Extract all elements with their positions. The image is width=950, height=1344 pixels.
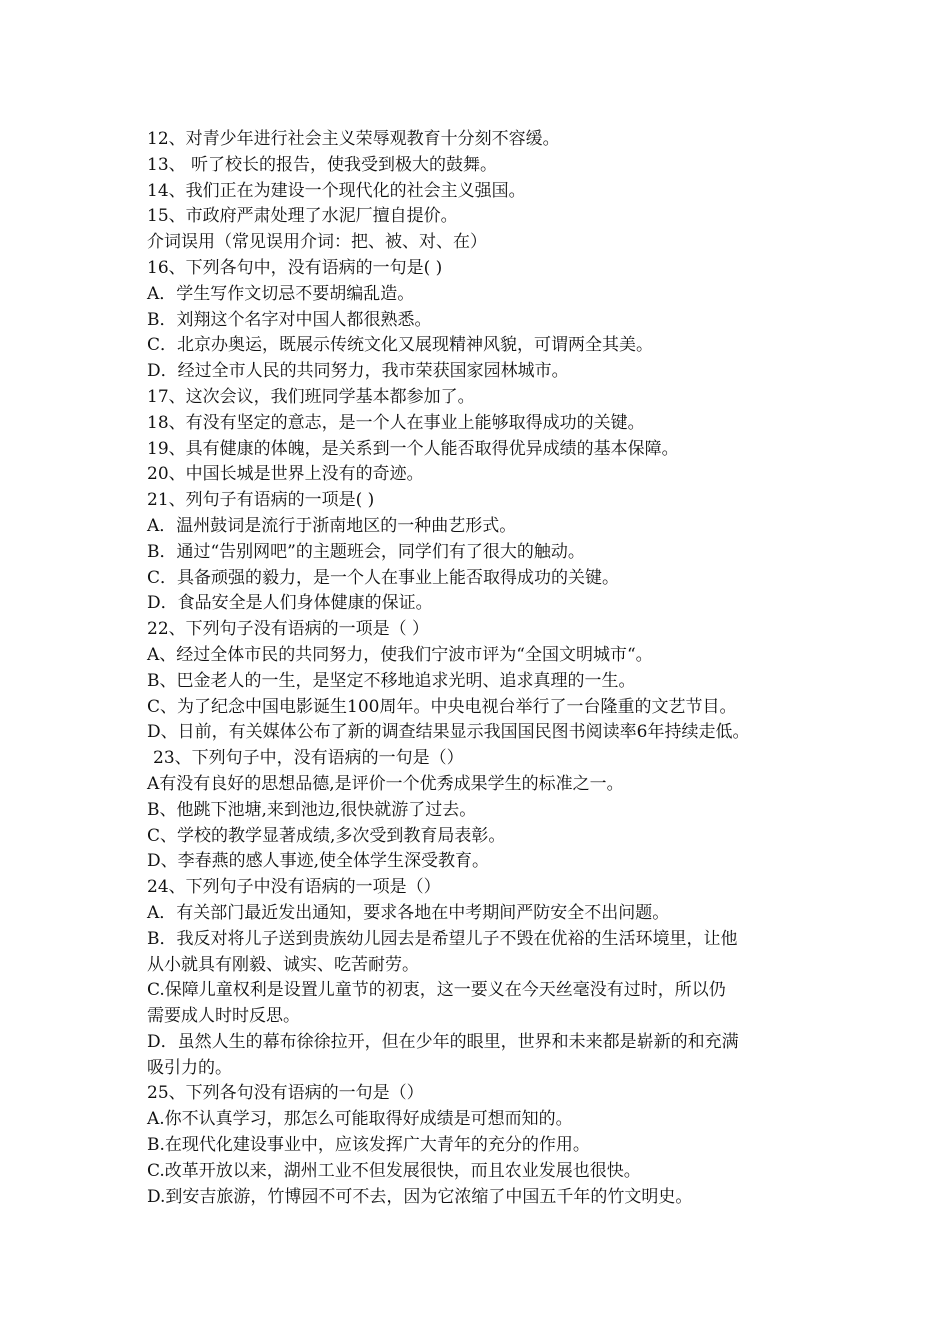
text-line: A．有关部门最近发出通知，要求各地在中考期间严防安全不出问题。 — [147, 902, 670, 923]
text-line: 从小就具有刚毅、诚实、吃苦耐劳。 — [147, 954, 419, 975]
text-line: B、巴金老人的一生，是坚定不移地追求光明、追求真理的一生。 — [147, 670, 636, 691]
text-line: C.保障儿童权利是设置儿童节的初衷，这一要义在今天丝毫没有过时，所以仍 — [147, 980, 726, 1001]
text-line: C．具备顽强的毅力，是一个人在事业上能否取得成功的关键。 — [147, 567, 620, 588]
text-line: A、经过全体市民的共同努力，使我们宁波市评为“全国文明城市“。 — [147, 644, 653, 665]
text-line: A．温州鼓词是流行于浙南地区的一种曲艺形式。 — [147, 515, 517, 536]
text-line: 14、我们正在为建设一个现代化的社会主义强国。 — [147, 180, 526, 201]
text-line: C、为了纪念中国电影诞生100周年。中央电视台举行了一台隆重的文艺节目。 — [147, 696, 737, 717]
text-line: A有没有良好的思想品德,是评价一个优秀成果学生的标准之一。 — [147, 773, 624, 794]
text-line: D．食品安全是人们身体健康的保证。 — [147, 593, 433, 614]
text-line: 20、中国长城是世界上没有的奇迹。 — [147, 464, 424, 485]
document-page — [147, 127, 827, 1210]
text-line: 13、 听了校长的报告，使我受到极大的鼓舞。 — [147, 154, 498, 175]
text-line: 25、下列各句没有语病的一句是（） — [147, 1083, 424, 1104]
text-line: D、日前，有关媒体公布了新的调查结果显示我国国民图书阅读率6年持续走低。 — [147, 722, 750, 743]
text-line: 介词误用（常见误用介词：把、被、对、在） — [147, 232, 487, 253]
text-line: B．刘翔这个名字对中国人都很熟悉。 — [147, 309, 432, 330]
text-line: C、学校的教学显著成绩,多次受到教育局表彰。 — [147, 825, 506, 846]
text-line: D．经过全市人民的共同努力，我市荣获国家园林城市。 — [147, 361, 569, 382]
text-line: 需要成人时时反思。 — [147, 1006, 300, 1027]
text-line: B．我反对将儿子送到贵族幼儿园去是希望儿子不毁在优裕的生活环境里，让他 — [147, 928, 738, 949]
text-line: 吸引力的。 — [147, 1057, 232, 1078]
text-line: 21、列句子有语病的一项是( ) — [147, 490, 375, 511]
text-line: 12、对青少年进行社会主义荣辱观教育十分刻不容缓。 — [147, 129, 560, 149]
text-line: 16、下列各句中，没有语病的一句是( ) — [147, 257, 443, 278]
text-line: 17、这次会议，我们班同学基本都参加了。 — [147, 386, 475, 407]
text-line: A．学生写作文切忌不要胡编乱造。 — [147, 283, 415, 304]
text-line: A.你不认真学习，那怎么可能取得好成绩是可想而知的。 — [147, 1109, 573, 1130]
text-line: 22、下列句子没有语病的一项是（ ） — [147, 619, 430, 640]
text-line: 15、市政府严肃处理了水泥厂擅自提价。 — [147, 206, 458, 227]
text-line: B.在现代化建设事业中，应该发挥广大青年的充分的作用。 — [147, 1135, 590, 1156]
text-line: 24、下列句子中没有语病的一项是（） — [147, 877, 441, 898]
text-line: C.改革开放以来，湖州工业不但发展很快，而且农业发展也很快。 — [147, 1160, 641, 1181]
text-line: 18、有没有坚定的意志，是一个人在事业上能够取得成功的关键。 — [147, 412, 645, 433]
text-line: C．北京办奥运，既展示传统文化又展现精神风貌，可谓两全其美。 — [147, 335, 654, 356]
text-line: 19、具有健康的体魄，是关系到一个人能否取得优异成绩的基本保障。 — [147, 438, 679, 459]
text-line: D．虽然人生的幕布徐徐拉开，但在少年的眼里，世界和未来都是崭新的和充满 — [147, 1031, 739, 1052]
text-line: B、他跳下池塘,来到池边,很快就游了过去。 — [147, 799, 477, 820]
text-line: 23、下列句子中，没有语病的一句是（） — [153, 748, 464, 769]
text-line: D.到安吉旅游，竹博园不可不去，因为它浓缩了中国五千年的竹文明史。 — [147, 1186, 693, 1207]
text-line: B．通过“告别网吧”的主题班会，同学们有了很大的触动。 — [147, 541, 585, 562]
text-line: D、李春燕的感人事迹,使全体学生深受教育。 — [147, 851, 490, 872]
